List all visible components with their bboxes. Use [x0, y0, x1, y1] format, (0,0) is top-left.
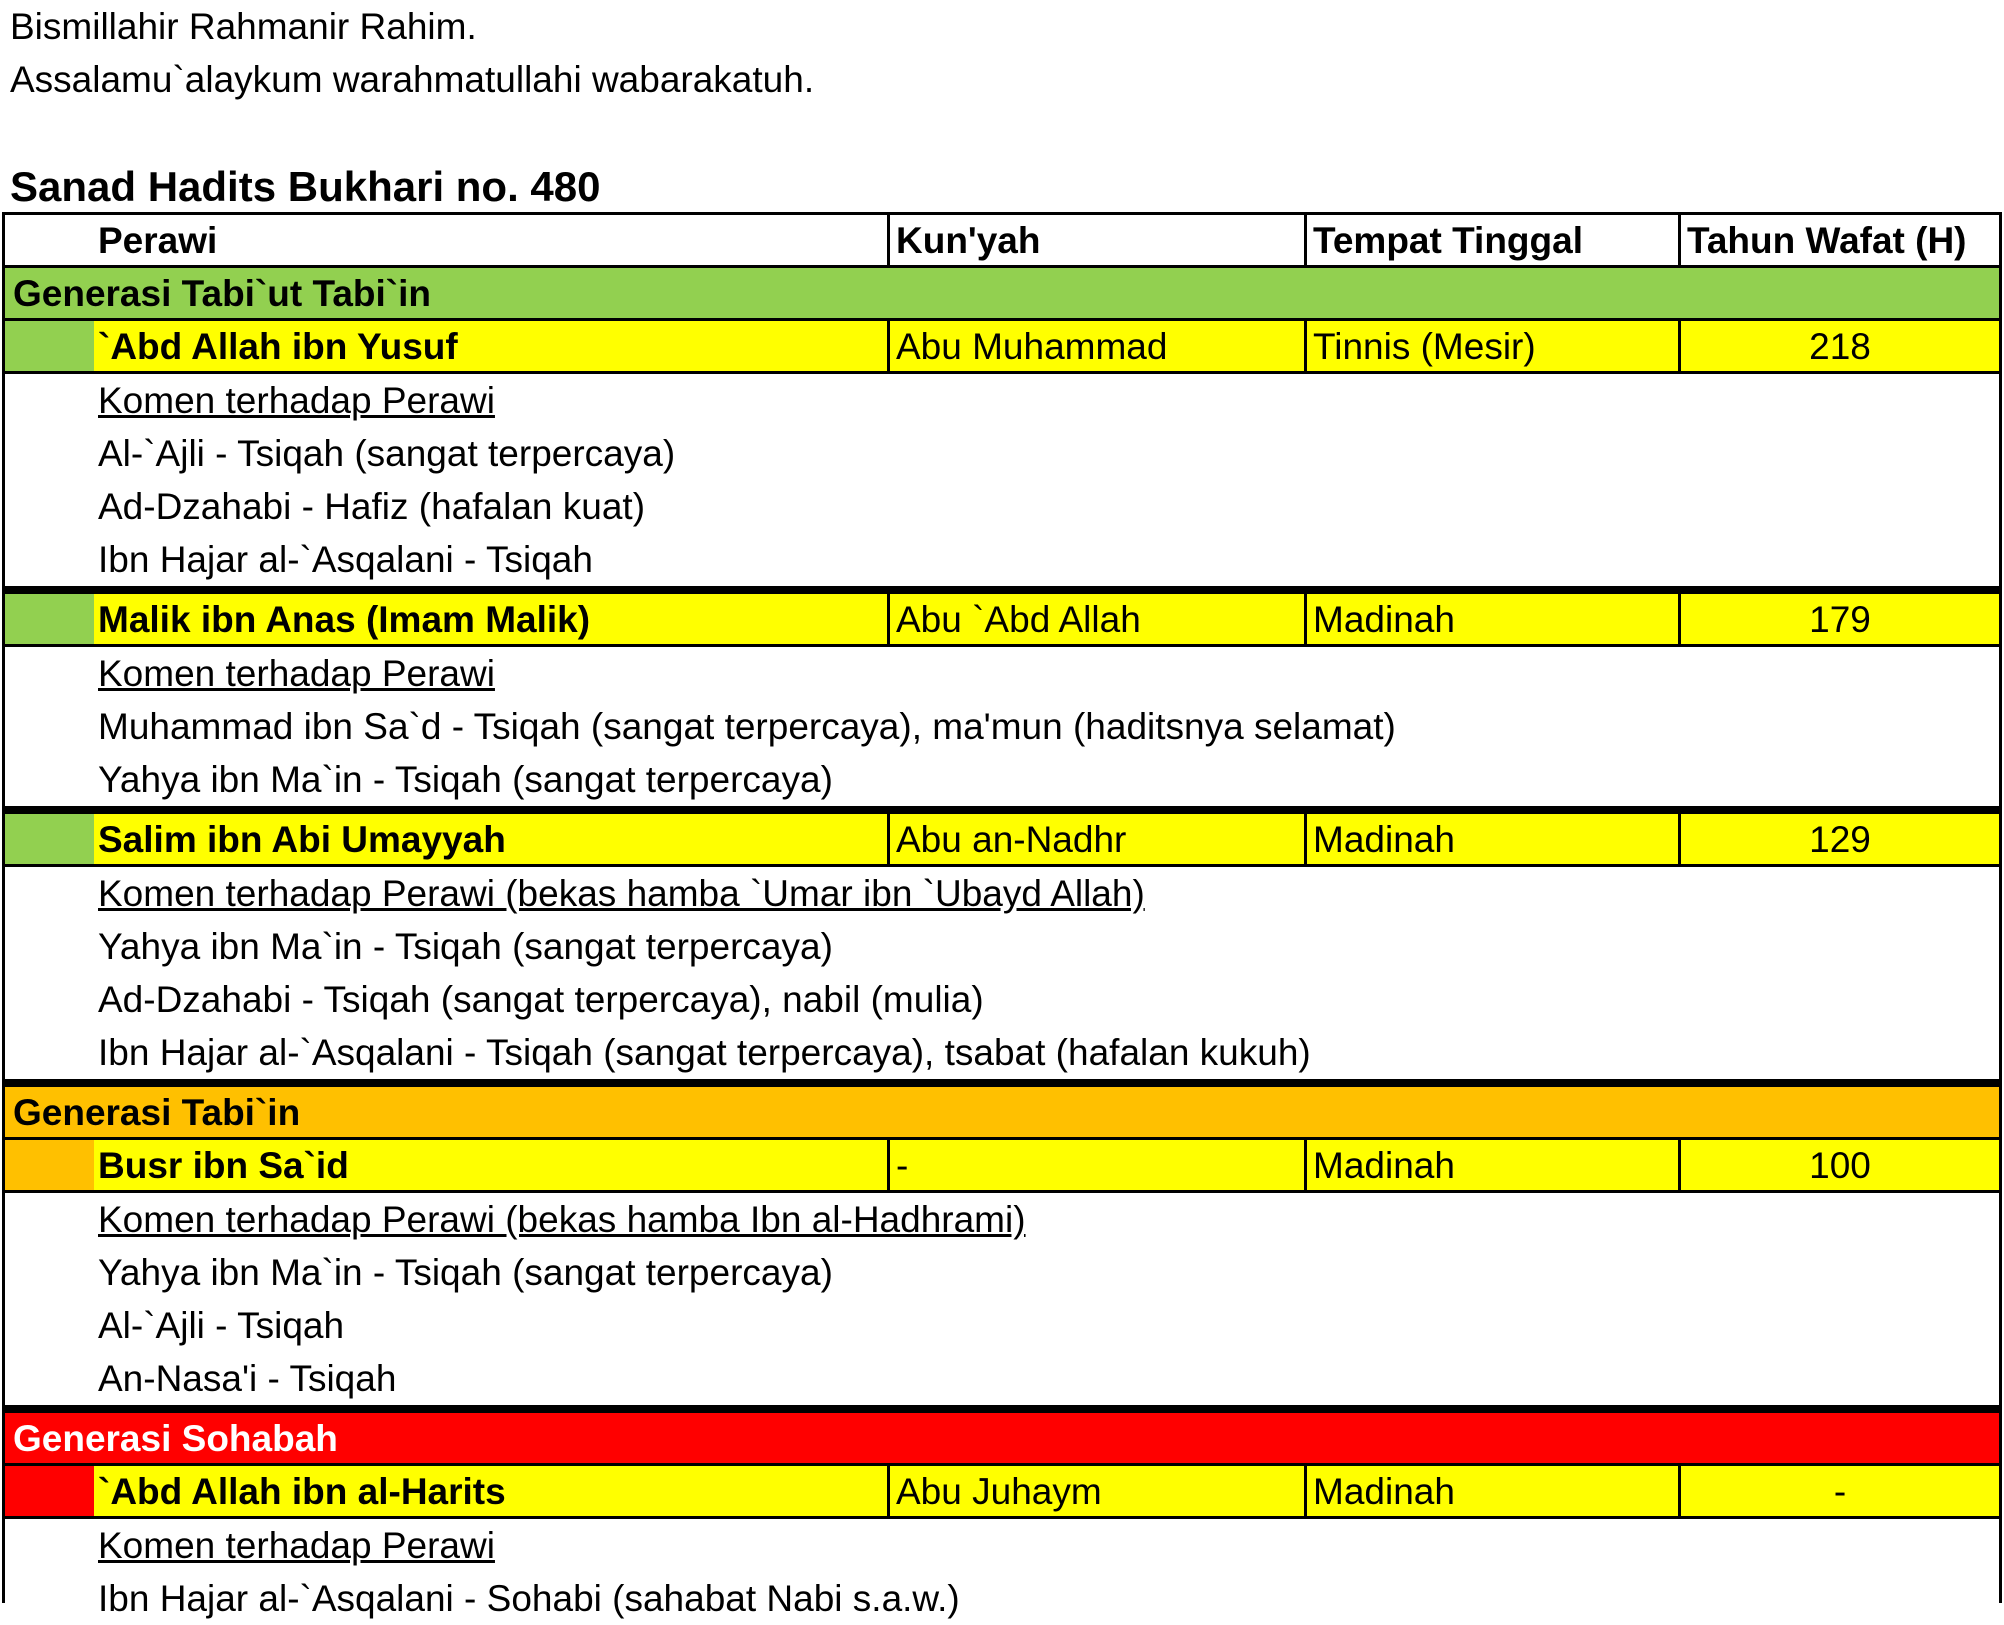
narrator-comments [5, 1519, 1999, 1625]
narrator-tempat-tinggal: Madinah [1304, 1466, 1678, 1516]
generation-marker [5, 1140, 94, 1190]
page-title: Sanad Hadits Bukhari no. 480 [10, 163, 601, 210]
narrator-row [5, 1140, 1999, 1193]
narrator-comments [5, 374, 1999, 586]
comment-line: Al-`Ajli - Tsiqah (sangat terpercaya) [98, 433, 676, 474]
header-tahun-wafat: Tahun Wafat (H) [1678, 215, 1999, 265]
comment-line: Al-`Ajli - Tsiqah [98, 1305, 345, 1346]
comment-line: Ibn Hajar al-`Asqalani - Tsiqah (sangat terpercaya), tsabat (hafalan kukuh) [98, 1032, 1311, 1073]
comment-heading: Komen terhadap Perawi (bekas hamba Ibn al-Hadhrami) [98, 1199, 1026, 1240]
greeting-line-1: Bismillahir Rahmanir Rahim. [10, 6, 477, 47]
row-separator [5, 586, 1999, 594]
narrator-name: `Abd Allah ibn Yusuf [98, 326, 458, 367]
generation-header: Generasi Sohabah [5, 1413, 1999, 1466]
row-separator [5, 1079, 1999, 1087]
generation-header: Generasi Tabi`ut Tabi`in [5, 268, 1999, 321]
narrator-kunyah: Abu an-Nadhr [887, 814, 1304, 864]
narrator-kunyah: Abu Juhaym [887, 1466, 1304, 1516]
comment-line: Yahya ibn Ma`in - Tsiqah (sangat terpercaya) [98, 926, 833, 967]
comment-heading: Komen terhadap Perawi [98, 653, 495, 694]
comment-line: Yahya ibn Ma`in - Tsiqah (sangat terpercaya) [98, 759, 833, 800]
narrator-tahun-wafat: 129 [1678, 814, 1999, 864]
comment-heading: Komen terhadap Perawi [98, 380, 495, 421]
header-perawi: Perawi [98, 220, 218, 261]
narrator-name: Salim ibn Abi Umayyah [98, 819, 506, 860]
narrator-row [5, 814, 1999, 867]
narrator-comments [5, 647, 1999, 806]
narrator-row [5, 594, 1999, 647]
header-marker-cell [5, 215, 94, 265]
generation-marker [5, 321, 94, 371]
narrator-tahun-wafat: - [1678, 1466, 1999, 1516]
row-separator [5, 1405, 1999, 1413]
header-tempat-tinggal: Tempat Tinggal [1304, 215, 1678, 265]
narrator-kunyah: Abu Muhammad [887, 321, 1304, 371]
comment-line: Muhammad ibn Sa`d - Tsiqah (sangat terpercaya), ma'mun (haditsnya selamat) [98, 706, 1396, 747]
narrator-tempat-tinggal: Tinnis (Mesir) [1304, 321, 1678, 371]
generation-marker [5, 1466, 94, 1516]
table-header-row [5, 215, 1999, 268]
comment-heading: Komen terhadap Perawi [98, 1525, 495, 1566]
narrator-name: Busr ibn Sa`id [98, 1145, 349, 1186]
narrator-comments [5, 867, 1999, 1079]
narrator-tempat-tinggal: Madinah [1304, 594, 1678, 644]
narrator-tahun-wafat: 218 [1678, 321, 1999, 371]
comment-line: Ibn Hajar al-`Asqalani - Tsiqah [98, 539, 593, 580]
greeting-line-2: Assalamu`alaykum warahmatullahi wabarakatuh. [10, 59, 815, 100]
generation-header: Generasi Tabi`in [5, 1087, 1999, 1140]
comment-line: Ibn Hajar al-`Asqalani - Sohabi (sahabat Nabi s.a.w.) [98, 1578, 960, 1619]
narrator-row [5, 321, 1999, 374]
narrator-kunyah: Abu `Abd Allah [887, 594, 1304, 644]
generation-marker [5, 814, 94, 864]
narrator-tempat-tinggal: Madinah [1304, 814, 1678, 864]
narrator-comments [5, 1193, 1999, 1405]
comment-heading: Komen terhadap Perawi (bekas hamba `Umar ibn `Ubayd Allah) [98, 873, 1145, 914]
generation-marker [5, 594, 94, 644]
comment-line: Ad-Dzahabi - Hafiz (hafalan kuat) [98, 486, 646, 527]
narrator-tahun-wafat: 100 [1678, 1140, 1999, 1190]
narrator-kunyah: - [887, 1140, 1304, 1190]
narrator-name: Malik ibn Anas (Imam Malik) [98, 599, 591, 640]
narrator-tahun-wafat: 179 [1678, 594, 1999, 644]
comment-line: An-Nasa'i - Tsiqah [98, 1358, 397, 1399]
row-separator [5, 806, 1999, 814]
comment-line: Ad-Dzahabi - Tsiqah (sangat terpercaya), nabil (mulia) [98, 979, 984, 1020]
header-kunyah: Kun'yah [887, 215, 1304, 265]
narrator-row [5, 1466, 1999, 1519]
narrator-tempat-tinggal: Madinah [1304, 1140, 1678, 1190]
comment-line: Yahya ibn Ma`in - Tsiqah (sangat terpercaya) [98, 1252, 833, 1293]
narrator-name: `Abd Allah ibn al-Harits [98, 1471, 506, 1512]
sanad-table [2, 212, 2002, 1619]
